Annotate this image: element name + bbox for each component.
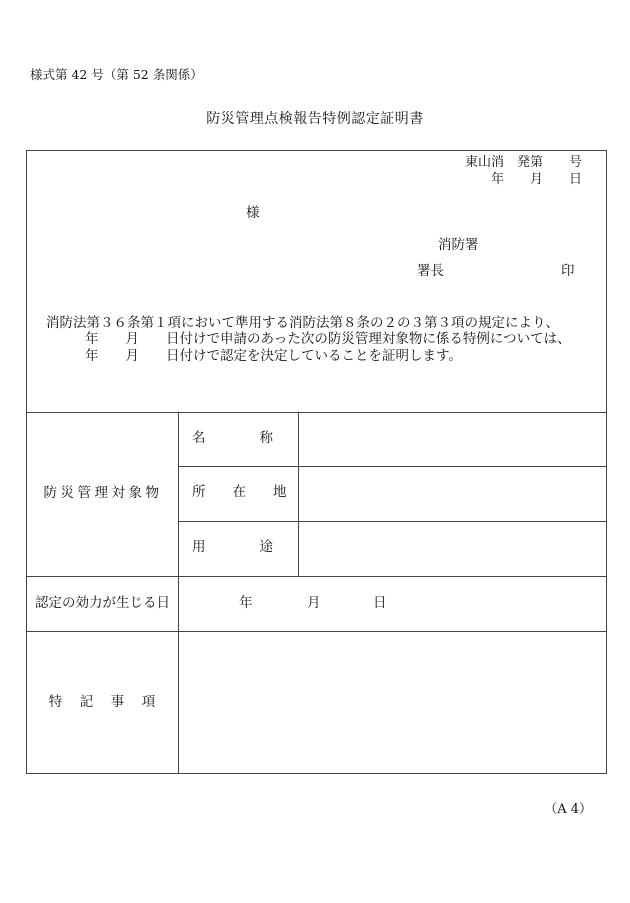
row-label-location: 所 在 地 — [192, 484, 287, 500]
addressee-suffix: 様 — [246, 205, 260, 221]
rule-row1-end — [178, 466, 606, 467]
effective-day: 日 — [373, 595, 387, 611]
document-title: 防災管理点検報告特例認定証明書 — [206, 111, 424, 127]
paper-size-note: （A 4） — [544, 802, 592, 817]
chief-title: 署長 — [417, 263, 444, 279]
rule-effective-end — [27, 631, 606, 632]
certificate-frame — [26, 150, 607, 774]
body-line-3: 年 月 日付けで認定を決定していることを証明します。 — [85, 348, 462, 364]
body-line-2: 年 月 日付けで申請のあった次の防災管理対象物に係る特例については、 — [85, 331, 571, 347]
seal-mark: 印 — [561, 263, 575, 279]
rule-row2-end — [178, 521, 606, 522]
effective-date-label: 認定の効力が生じる日 — [35, 595, 170, 611]
rule-object-end — [27, 576, 606, 577]
rule-body-end — [27, 412, 606, 413]
rule-label-column — [178, 412, 179, 774]
issue-date: 年 月 日 — [490, 172, 582, 187]
form-number-label: 様式第 42 号（第 52 条関係） — [30, 67, 203, 82]
body-line-1: 消防法第３６条第１項において準用する消防法第８条の２の３第３項の規定により、 — [46, 315, 559, 331]
fire-station-name: 消防署 — [438, 237, 479, 253]
row-label-use: 用 途 — [192, 539, 273, 555]
rule-value-column — [298, 412, 299, 576]
effective-year: 年 — [239, 595, 253, 611]
remarks-label: 特 記 事 項 — [48, 694, 158, 710]
issuer-number: 東山消 発第 号 — [464, 155, 582, 170]
row-label-name: 名 称 — [192, 430, 273, 446]
effective-month: 月 — [307, 595, 321, 611]
object-label: 防災管理対象物 — [43, 485, 163, 501]
